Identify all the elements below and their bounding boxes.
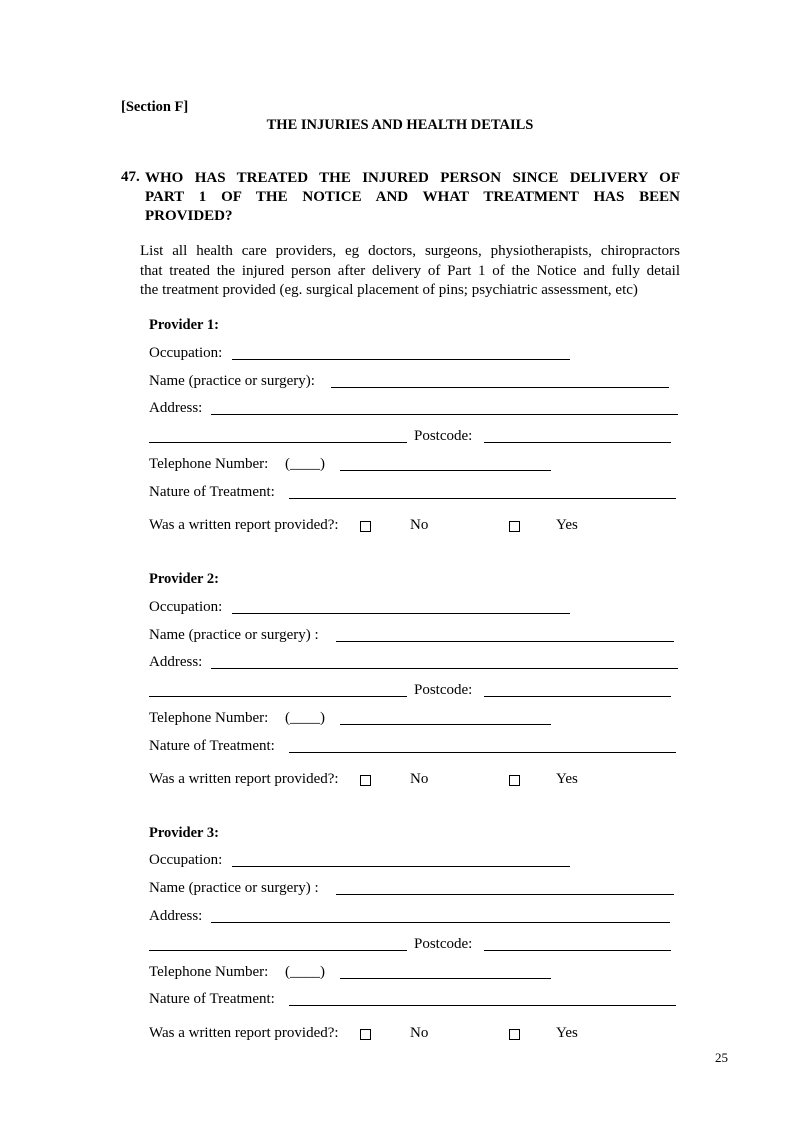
section-title: THE INJURIES AND HEALTH DETAILS (266, 117, 534, 133)
postcode-field[interactable] (484, 442, 671, 443)
no-label: No (410, 1025, 429, 1041)
section-label: [Section F] (121, 99, 189, 115)
address-label: Address: (149, 654, 203, 670)
instructions-line: that treated the injured person after delivery of Part 1 of the Notice and fully detail (140, 262, 680, 279)
name-field[interactable] (336, 894, 674, 895)
name-label: Name (practice or surgery) : (149, 627, 319, 643)
address-line-2-field[interactable] (149, 442, 407, 443)
occupation-field[interactable] (232, 866, 570, 867)
name-label: Name (practice or surgery) : (149, 880, 319, 896)
address-line-2-field[interactable] (149, 950, 407, 951)
no-checkbox[interactable] (360, 521, 371, 532)
treatment-label: Nature of Treatment: (149, 991, 275, 1007)
question-line: PART 1 OF THE NOTICE AND WHAT TREATMENT HAS BEEN (145, 189, 680, 205)
telephone-label: Telephone Number: (149, 710, 269, 726)
postcode-label: Postcode: (414, 428, 473, 444)
address-field[interactable] (211, 922, 670, 923)
instructions-line: the treatment provided (eg. surgical placement of pins; psychiatric assessment, etc) (140, 282, 638, 298)
telephone-label: Telephone Number: (149, 456, 269, 472)
area-code-field[interactable]: (____) (285, 964, 325, 980)
yes-label: Yes (556, 517, 578, 533)
treatment-field[interactable] (289, 498, 676, 499)
yes-checkbox[interactable] (509, 775, 520, 786)
instructions-line: List all health care providers, eg doctors, surgeons, physiotherapists, chiropractors (140, 243, 680, 259)
treatment-label: Nature of Treatment: (149, 484, 275, 500)
area-code-field[interactable]: (____) (285, 710, 325, 726)
telephone-field[interactable] (340, 978, 551, 979)
address-label: Address: (149, 400, 203, 416)
no-label: No (410, 517, 429, 533)
yes-checkbox[interactable] (509, 1029, 520, 1040)
yes-label: Yes (556, 771, 578, 787)
telephone-label: Telephone Number: (149, 964, 269, 980)
question-number: 47. (121, 169, 140, 185)
name-field[interactable] (331, 387, 669, 388)
occupation-label: Occupation: (149, 852, 223, 868)
occupation-field[interactable] (232, 359, 570, 360)
address-line-2-field[interactable] (149, 696, 407, 697)
occupation-label: Occupation: (149, 599, 223, 615)
question-line: WHO HAS TREATED THE INJURED PERSON SINCE DELIVERY OF (145, 170, 680, 186)
treatment-field[interactable] (289, 752, 676, 753)
postcode-label: Postcode: (414, 936, 473, 952)
instructions (140, 242, 680, 301)
address-field[interactable] (211, 668, 678, 669)
yes-checkbox[interactable] (509, 521, 520, 532)
name-label: Name (practice or surgery): (149, 373, 315, 389)
occupation-field[interactable] (232, 613, 570, 614)
postcode-label: Postcode: (414, 682, 473, 698)
occupation-label: Occupation: (149, 345, 223, 361)
postcode-field[interactable] (484, 950, 671, 951)
no-checkbox[interactable] (360, 1029, 371, 1040)
no-checkbox[interactable] (360, 775, 371, 786)
provider-title: Provider 3: (149, 825, 219, 841)
telephone-field[interactable] (340, 724, 551, 725)
page-number: 25 (715, 1050, 728, 1065)
question-text (145, 169, 680, 226)
report-question: Was a written report provided?: (149, 771, 339, 787)
report-question: Was a written report provided?: (149, 1025, 339, 1041)
treatment-label: Nature of Treatment: (149, 738, 275, 754)
no-label: No (410, 771, 429, 787)
treatment-field[interactable] (289, 1005, 676, 1006)
name-field[interactable] (336, 641, 674, 642)
area-code-field[interactable]: (____) (285, 456, 325, 472)
question-line: PROVIDED? (145, 208, 233, 224)
report-question: Was a written report provided?: (149, 517, 339, 533)
provider-title: Provider 1: (149, 317, 219, 333)
provider-title: Provider 2: (149, 571, 219, 587)
postcode-field[interactable] (484, 696, 671, 697)
address-field[interactable] (211, 414, 678, 415)
telephone-field[interactable] (340, 470, 551, 471)
yes-label: Yes (556, 1025, 578, 1041)
address-label: Address: (149, 908, 203, 924)
